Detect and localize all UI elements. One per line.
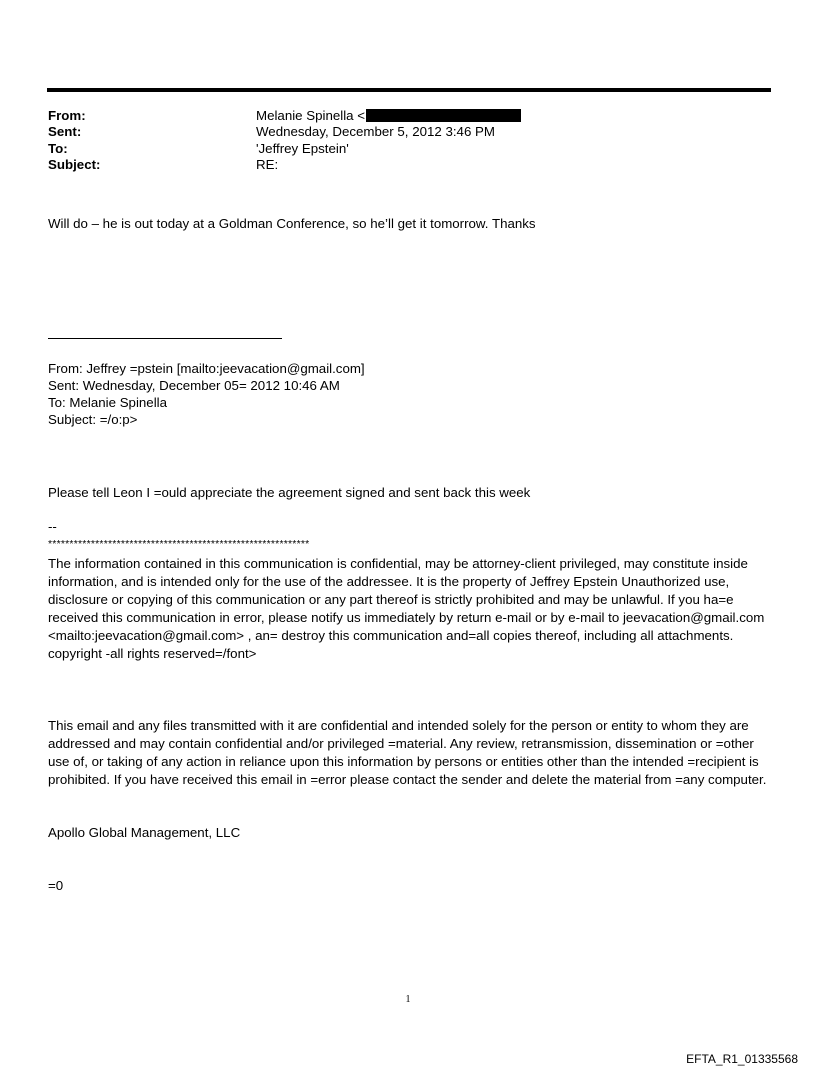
sent-label: Sent: (48, 124, 82, 140)
sent-row (48, 124, 521, 140)
to-value: 'Jeffrey Epstein' (256, 140, 349, 156)
redaction-box (366, 109, 521, 122)
header-rule (47, 88, 771, 92)
from-label: From: (48, 108, 86, 123)
quoted-subject: Subject: =/o:p> (48, 412, 138, 427)
signature-stars: ************************************************************* (48, 538, 310, 550)
quoted-from: From: Jeffrey =pstein [mailto:jeevacation@gmail.com] (48, 361, 365, 376)
trailer-text: =0 (48, 878, 64, 893)
confidentiality-notice: This email and any files transmitted with it are confidential and intended solely for the person or entity to whom they are addressed and may contain confidential and/or privileged =material. Any review, retransmission, dissemination or =other use of, or taking of any action in reliance upon this information by persons or entities other than the intended =recipient is prohibited. If you have received this email in =error please contact the sender and delete the material from =any computer. (48, 718, 767, 787)
email-header (48, 108, 521, 173)
company-name: Apollo Global Management, LLC (48, 825, 241, 840)
quote-separator (48, 338, 282, 339)
document-id: EFTA_R1_01335568 (686, 1052, 798, 1066)
quoted-to: To: Melanie Spinella (48, 395, 168, 410)
from-row (48, 108, 521, 124)
subject-value: RE: (256, 156, 279, 172)
reply-body: Will do – he is out today at a Goldman Conference, so he’ll get it tomorrow. Thanks (48, 216, 536, 231)
subject-label: Subject: (48, 156, 101, 172)
sent-value: Wednesday, December 5, 2012 3:46 PM (256, 124, 495, 140)
quoted-sent: Sent: Wednesday, December 05= 2012 10:46 AM (48, 378, 340, 393)
epstein-disclaimer: The information contained in this communication is confidential, may be attorney-client privileged, may constitute inside information, and is intended only for the use of the addressee. It is the property of Jeffrey Epstein Unauthorized use, disclosure or copying of this communication or any part thereof is strictly prohibited and may be unlawful. If you ha=e received this communication in error, please notify us immediately by return e-mail or by e-mail to jeevacation@gmail.com <mailto:jeevacation@gmail.com> , an= destroy this communication and=all copies thereof, including all attachments. copyright -all rights reserved=/font> (48, 556, 765, 661)
from-value: Melanie Spinella < (256, 108, 366, 123)
page-number: 1 (405, 994, 411, 1005)
to-row (48, 141, 521, 157)
to-label: To: (48, 140, 68, 156)
signature-dashes: -- (48, 519, 57, 534)
quoted-body: Please tell Leon I =ould appreciate the agreement signed and sent back this week (48, 485, 531, 500)
subject-row (48, 157, 521, 173)
